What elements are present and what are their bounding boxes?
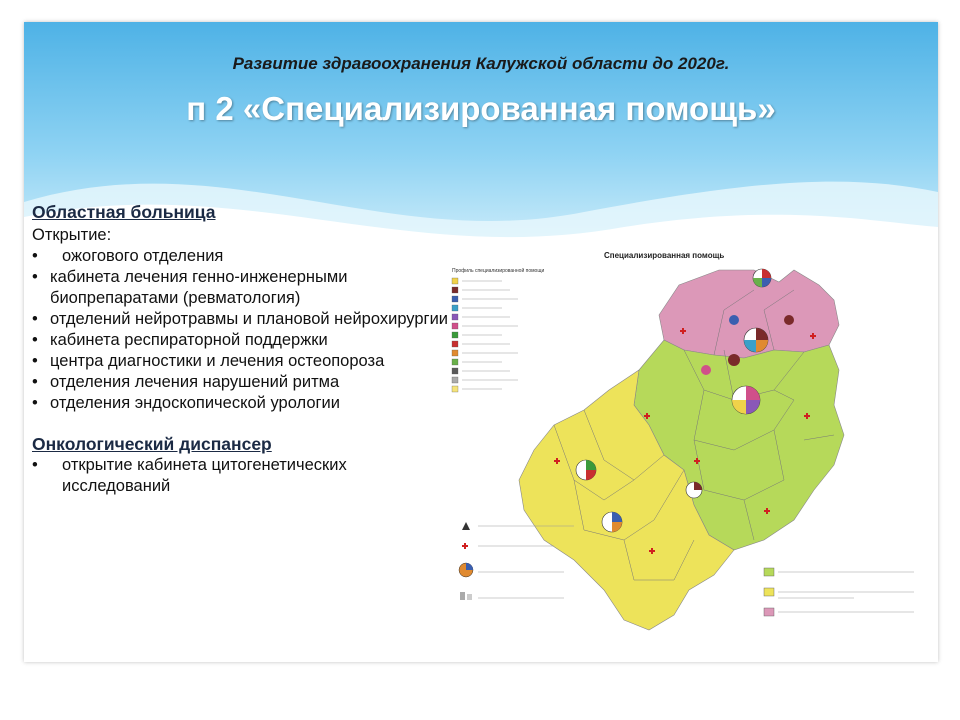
list-item: • отделений нейротравмы и плановой нейрохирургии	[32, 309, 452, 330]
legend-swatch	[452, 323, 458, 329]
pie-marker	[729, 315, 739, 325]
oncology-heading: Онкологический диспансер	[32, 434, 272, 454]
zone-legend-green	[764, 568, 774, 576]
list-item: • кабинета респираторной поддержки	[32, 330, 452, 351]
legend-swatches	[452, 278, 518, 392]
list-item: • отделения лечения нарушений ритма	[32, 372, 452, 393]
pie-slice	[466, 563, 473, 570]
legend-swatch	[452, 350, 458, 356]
building-icon	[460, 592, 465, 600]
list-item: • центра диагностики и лечения остеопороза	[32, 351, 452, 372]
triangle-icon	[462, 522, 470, 530]
map-figure	[434, 240, 934, 640]
legend-swatch	[452, 296, 458, 302]
list-item: • открытие кабинета цитогенетических исследований	[32, 455, 452, 497]
map-title: Специализированная помощь	[604, 251, 725, 260]
legend-title: Профиль специализированной помощи	[452, 268, 545, 274]
building-icon	[467, 594, 472, 600]
legend-swatch	[452, 377, 458, 383]
list-item: • отделения эндоскопической урологии	[32, 393, 452, 414]
cross-mark	[682, 328, 684, 334]
legend-swatch	[452, 332, 458, 338]
legend-swatch	[452, 386, 458, 392]
pie-marker	[784, 315, 794, 325]
zone-legend-yellow	[764, 588, 774, 596]
legend-swatch	[452, 359, 458, 365]
list-item: • ожогового отделения	[32, 246, 452, 267]
legend-swatch	[452, 368, 458, 374]
slide: Развитие здравоохранения Калужской области до 2020г. п 2 «Специализированная помощь» Областная больница Открытие: • ожогового отделения • кабинета лечения генно-инженерными биопрепаратами (ревматология) • отделений нейротравмы и плановой нейрохирургии • кабинета респираторной поддержки • центра диагностики и лечения остеопороза • отделения лечения нарушений ритма • отделения эндоскопической урологии Онкологический диспансер • открытие кабинета цитогенетических исследований Специализированная помощь Профиль специализированной помощи MyShared	[24, 22, 938, 662]
pie-marker	[701, 365, 711, 375]
hospital-list	[32, 246, 452, 414]
legend-swatch	[452, 341, 458, 347]
pie-marker	[728, 354, 740, 366]
legend-swatch	[452, 287, 458, 293]
content-text	[32, 202, 452, 497]
cross-mark	[651, 548, 653, 554]
slide-subtitle: Развитие здравоохранения Калужской области до 2020г.	[232, 54, 730, 73]
cross-mark	[556, 458, 558, 464]
legend-swatch	[452, 278, 458, 284]
list-item: • кабинета лечения генно-инженерными биопрепаратами (ревматология)	[32, 267, 452, 309]
pie-slice	[762, 269, 771, 278]
cross-mark	[812, 333, 814, 339]
opening-label: Открытие:	[32, 226, 112, 244]
cross-icon	[464, 543, 466, 549]
cross-mark	[766, 508, 768, 514]
cross-mark	[696, 458, 698, 464]
hospital-heading: Областная больница	[32, 202, 216, 222]
zone-legend-pink	[764, 608, 774, 616]
legend-swatch	[452, 305, 458, 311]
slide-title: п 2 «Специализированная помощь»	[186, 90, 776, 127]
region-map	[434, 240, 934, 640]
oncology-list	[32, 455, 452, 497]
cross-mark	[806, 413, 808, 419]
cross-mark	[646, 413, 648, 419]
legend-swatch	[452, 314, 458, 320]
